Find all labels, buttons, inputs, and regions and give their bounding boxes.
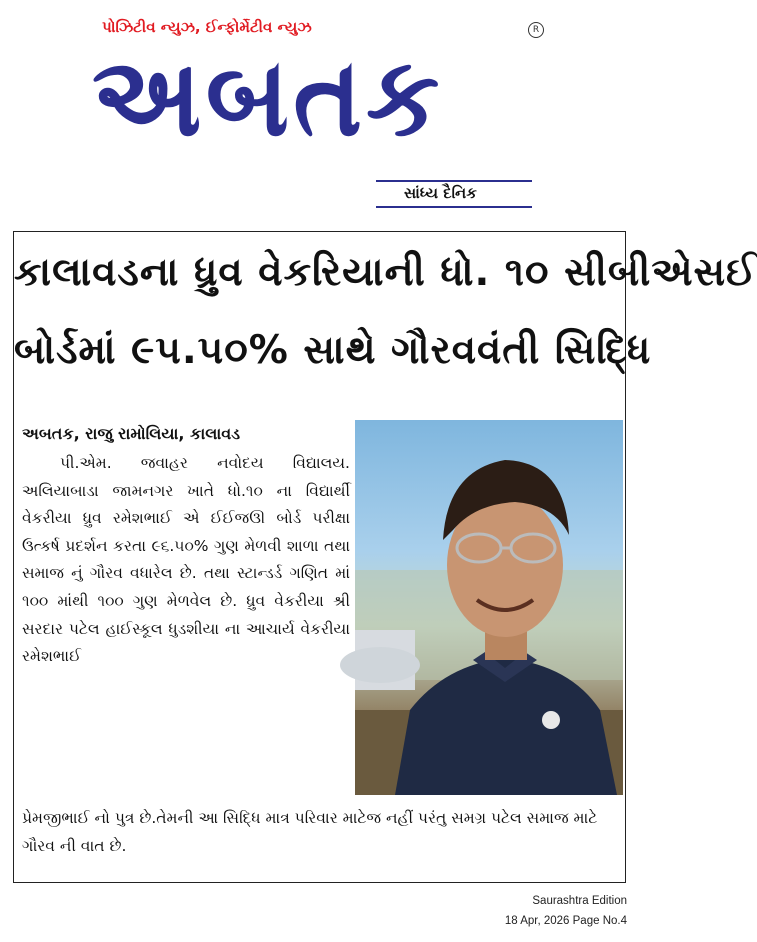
masthead-subtitle: સાંધ્ય દૈનિક <box>404 184 477 202</box>
masthead <box>88 14 548 204</box>
edition-info <box>505 891 627 931</box>
masthead-tagline: પોઝિટીવ ન્યુઝ, ઈન્ફોર્મેટીવ ન્યુઝ <box>102 18 312 36</box>
article-box <box>13 231 757 883</box>
article-body-full-width: પ્રેમજીભાઈ નો પુત્ર છે.તેમની આ સિદ્ધિ માત્ર પરિવાર માટેજ નહીં પરંતુ સમગ્ર પટેલ સમાજ માટે ગૌરવ ની વાત છે. <box>22 809 598 855</box>
headline-line-2: બોર્ડમાં ૯૫.૫૦% સાથે ગૌરવવંતી સિદ્ધિ <box>14 328 652 373</box>
student-photo <box>355 420 623 795</box>
newspaper-logo: અબતક <box>92 32 444 161</box>
headline-line-1: કાલાવડના ધ્રુવ વેકરિયાની ધો. ૧૦ સીબીએસઈ <box>14 250 757 295</box>
divider <box>376 180 532 182</box>
byline: અબતક, રાજુ રામોલિયા, કાલાવડ <box>22 424 241 443</box>
edition-name: Saurashtra Edition <box>532 895 627 907</box>
registered-mark: R <box>528 22 544 38</box>
divider <box>376 206 532 208</box>
article-body-column: પી.એમ. જવાહર નવોદય વિદ્યાલય. અલિયાબાડા જામનગર ખાતે ધો.૧૦ ના વિદ્યાર્થી વેકરીયા ધ્રુવ રમેશભાઈ એ ઈઈજઊ બોર્ડ પરીક્ષા ઉત્કર્ષ પ્રદર્શન કરતા ૯૬.૫૦% ગુણ મેળવી શાળા તથા સમાજ નું ગૌરવ વધારેલ છે. તથા સ્ટાન્ડર્ડ ગણિત માં ૧૦૦ માંથી ૧૦૦ ગુણ મેળવેલ છે. ધ્રુવ વેકરીયા શ્રી સરદાર પટેલ હાઈસ્કૂલ ધુડશીયા ના આચાર્ય વેકરીયા રમેશભાઈ <box>22 454 350 666</box>
edition-date-page: 18 Apr, 2026 Page No.4 <box>504 915 627 927</box>
